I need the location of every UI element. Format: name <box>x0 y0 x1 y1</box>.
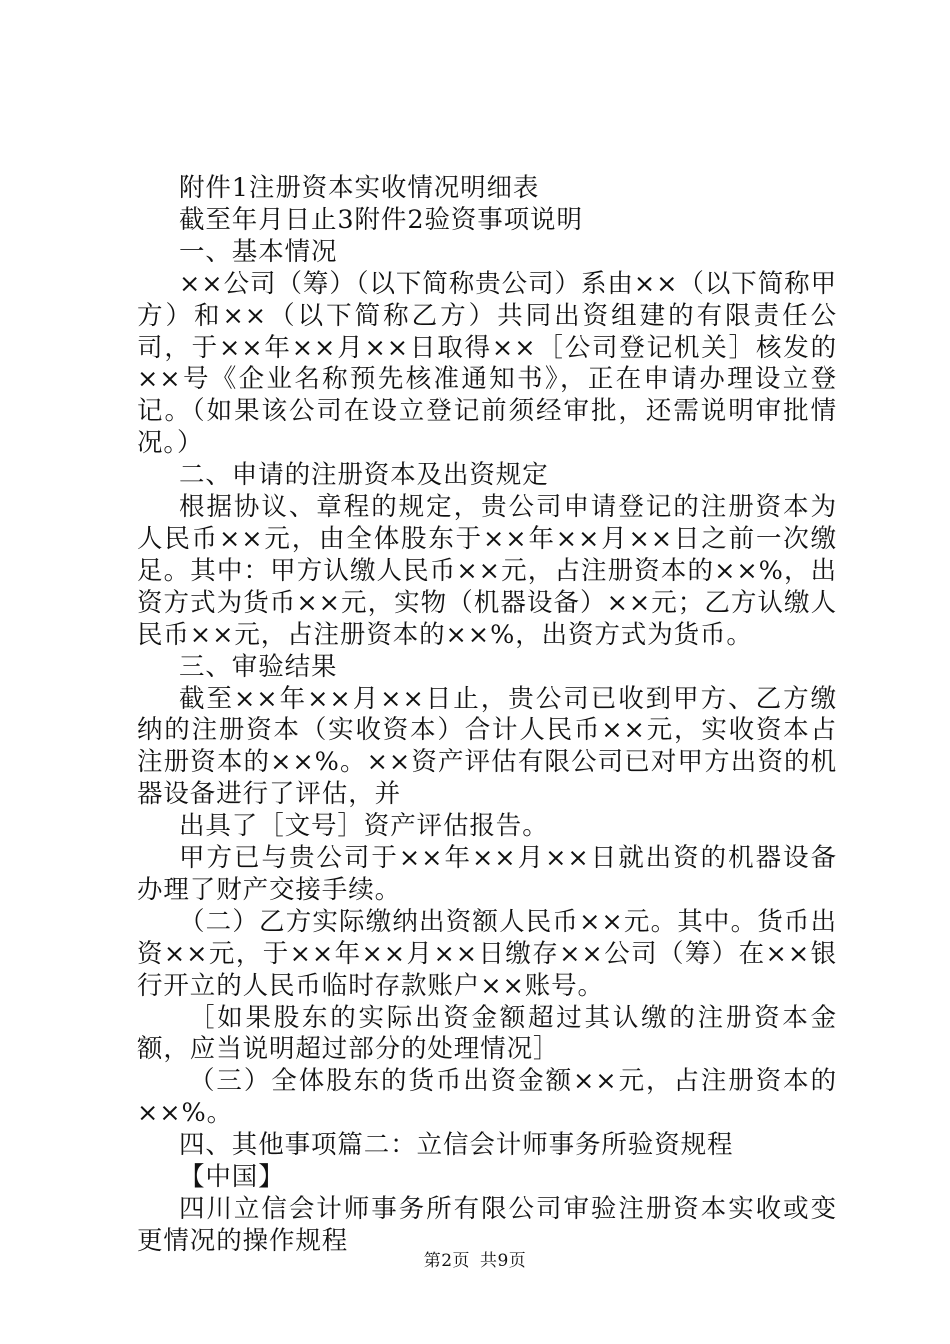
paragraph: （二）乙方实际缴纳出资额人民币××元。其中。货币出资××元，于××年××月××日缴存××公司（筹）在××银行开立的人民币临时存款账户××账号。 <box>137 906 837 1001</box>
section-heading: 一、基本情况 <box>179 236 338 267</box>
section-heading: 二、申请的注册资本及出资规定 <box>179 460 549 491</box>
paragraph: 【中国】 <box>179 1162 285 1193</box>
paragraph: 截至年月日止3附件2验资事项说明 <box>179 204 583 235</box>
paragraph: ××公司（筹）（以下简称贵公司）系由××（以下简称甲方）和××（以下简称乙方）共同出资组建的有限责任公司，于××年××月××日取得××［公司登记机关］核发的××号《企业名称预先核准通知书》，正在申请办理设立登记。（如果该公司在设立登记前须经审批，还需说明审批情况。） <box>137 268 837 459</box>
paragraph: 根据协议、章程的规定，贵公司申请登记的注册资本为人民币××元，由全体股东于××年××月××日之前一次缴足。其中：甲方认缴人民币××元，占注册资本的××%，出资方式为货币××元，实物（机器设备）××元；乙方认缴人民币××元，占注册资本的××%，出资方式为货币。 <box>137 492 837 650</box>
paragraph: 四川立信会计师事务所有限公司审验注册资本实收或变更情况的操作规程 <box>137 1194 837 1256</box>
section-heading: 三、审验结果 <box>179 651 338 682</box>
document-body <box>137 173 837 1258</box>
page-number: 第2页 <box>423 1251 471 1271</box>
paragraph: 附件1注册资本实收情况明细表 <box>179 173 540 203</box>
paragraph: 出具了［文号］资产评估报告。 <box>179 811 549 842</box>
paragraph: （三）全体股东的货币出资金额××元，占注册资本的××%。 <box>137 1066 837 1129</box>
section-heading: 四、其他事项篇二：立信会计师事务所验资规程 <box>179 1130 734 1161</box>
paragraph: 甲方已与贵公司于××年××月××日就出资的机器设备办理了财产交接手续。 <box>137 843 837 905</box>
page-total: 共9页 <box>479 1251 527 1271</box>
page-footer <box>0 1246 950 1271</box>
paragraph: 截至××年××月××日止，贵公司已收到甲方、乙方缴纳的注册资本（实收资本）合计人民币××元，实收资本占注册资本的××%。××资产评估有限公司已对甲方出资的机器设备进行了评估，并 <box>137 683 837 810</box>
paragraph: ［如果股东的实际出资金额超过其认缴的注册资本金额，应当说明超过部分的处理情况］ <box>137 1002 837 1065</box>
